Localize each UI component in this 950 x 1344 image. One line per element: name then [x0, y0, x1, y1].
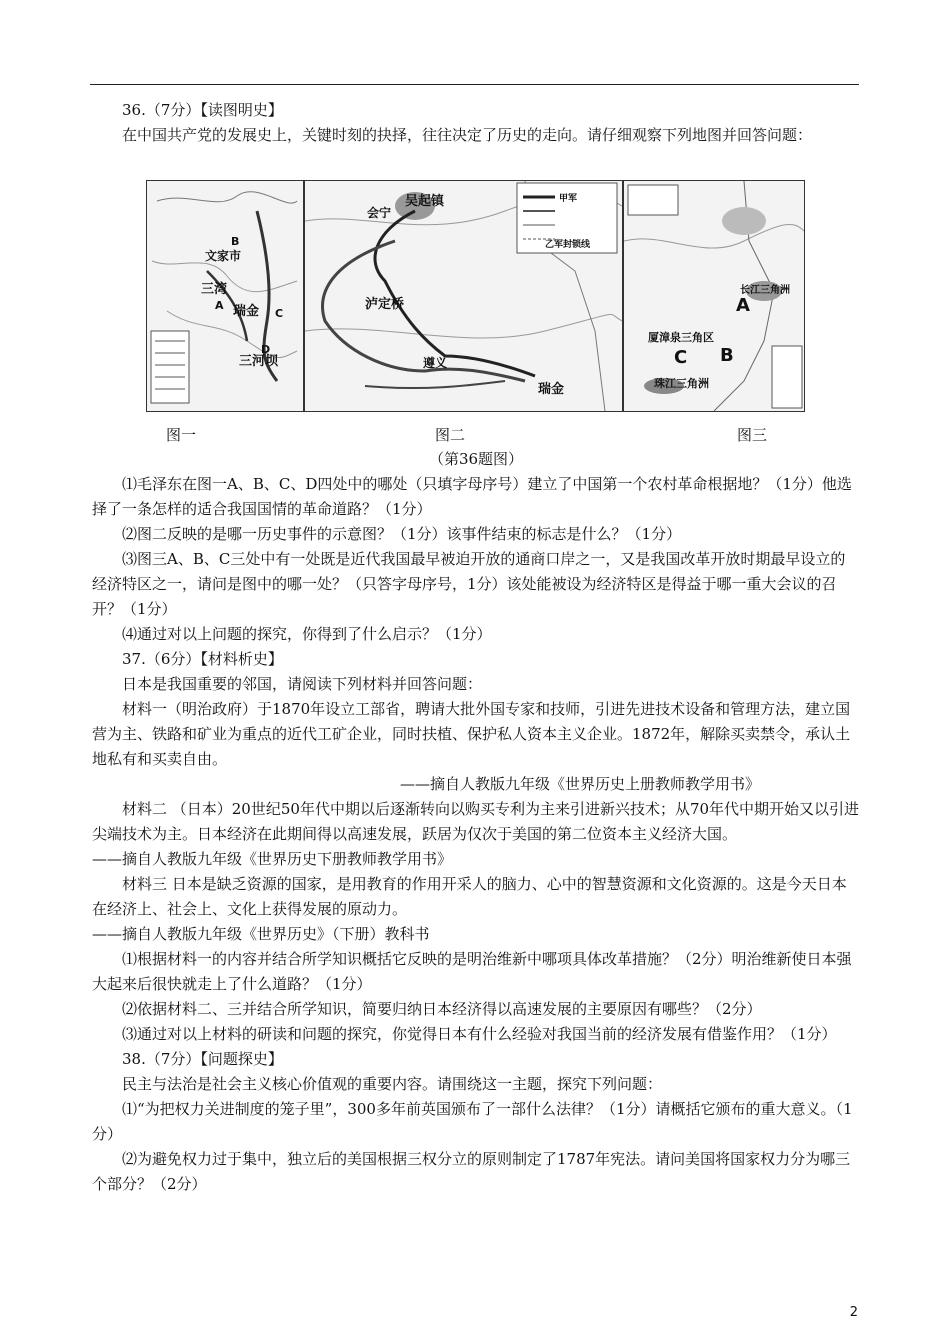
q38-question-2: ⑵为避免权力过于集中，独立后的美国根据三权分立的原则制定了1787年宪法。请问美国将国家权力分为哪三个部分？（2分）	[92, 1150, 851, 1193]
map3-label-b: B	[720, 345, 734, 366]
q37-source-3: ——摘自人教版九年级《世界历史》（下册）教科书	[92, 925, 430, 943]
map1-label-ruijin: 瑞金	[233, 304, 260, 319]
q37-heading: 37.（6分）【材料析史】	[122, 650, 283, 668]
map1-label-b: B	[231, 235, 240, 248]
map-figure-2	[304, 180, 623, 412]
q37-question-2: ⑵依据材料二、三并结合所学知识，简要归纳日本经济得以高速发展的主要原因有哪些？（2分）	[122, 1000, 762, 1018]
q37-material-1: 材料一（明治政府）于1870年设立工部省，聘请大批外国专家和技师，引进先进技术设备和管理方法，建立国营为主、铁路和矿业为重点的近代工矿企业，同时扶植、保护私人资本主义企业。1872年，解除买卖禁令，承认土地私有和买卖自由。	[92, 700, 851, 768]
map3-label-changjiang: 长江三角洲	[740, 285, 790, 296]
map-figure-1	[146, 180, 304, 412]
map3-label-c: C	[674, 347, 688, 368]
main-text-block	[92, 447, 860, 1197]
q37-material-3: 材料三 日本是缺乏资源的国家，是用教育的作用开采人的脑力、心中的智慧资源和文化资源的。这是今天日本在经济上、社会上、文化上获得发展的原动力。	[92, 875, 847, 918]
q37-material-2: 材料二 （日本）20世纪50年代中期以后逐渐转向以购买专利为主来引进新兴技术；从70年代中期开始又以引进尖端技术为主。日本经济在此期间得以高速发展，跃居为仅次于美国的第二位资本主义经济大国。	[92, 800, 860, 843]
figure-title: （第36题图）	[428, 450, 524, 468]
map1-label-a: A	[215, 299, 224, 312]
figure-caption-3: 图三	[737, 426, 768, 444]
map1-label-c: C	[275, 307, 284, 320]
q36-figures	[146, 180, 806, 412]
map1-label-sanheba: 三河坝	[239, 354, 279, 369]
q37-question-1: ⑴根据材料一的内容并结合所学知识概括它反映的是明治维新中哪项具体改革措施？（2分）明治维新使日本强大起来后很快就走上了什么道路？（1分）	[92, 950, 852, 993]
q36-intro: 在中国共产党的发展史上，关键时刻的抉择，往往决定了历史的走向。请仔细观察下列地图并回答问题：	[122, 126, 813, 144]
figure-caption-2: 图二	[435, 426, 466, 444]
page-number: 2	[849, 1305, 858, 1320]
q37-intro: 日本是我国重要的邻国，请阅读下列材料并回答问题：	[122, 675, 483, 693]
q36-header-block	[92, 98, 860, 148]
map1-label-d: D	[261, 343, 271, 356]
map-2-svg	[305, 181, 622, 411]
q37-question-3: ⑶通过对以上材料的研读和问题的探究，你觉得日本有什么经验对我国当前的经济发展有借鉴作用？（1分）	[122, 1025, 837, 1043]
map2-label-huining: 会宁	[367, 206, 392, 220]
q38-heading: 38.（7分）【问题探史】	[122, 1050, 283, 1068]
q37-source-1: ——摘自人教版九年级《世界历史上册教师教学用书》	[399, 775, 760, 793]
map2-label-zunyi: 遵义	[423, 356, 448, 370]
map2-label-wuqizhen: 吴起镇	[405, 194, 445, 209]
figure-caption-1: 图一	[166, 426, 197, 444]
map2-legend-blockade: 乙军封锁线	[545, 240, 591, 250]
q36-question-4: ⑷通过对以上问题的探究，你得到了什么启示？（1分）	[122, 625, 492, 643]
map2-label-ruijin: 瑞金	[538, 382, 565, 397]
header-rule	[90, 84, 859, 85]
map3-label-zhujiang: 珠江三角洲	[654, 377, 709, 390]
q37-source-2: ——摘自人教版九年级《世界历史下册教师教学用书》	[92, 850, 453, 868]
map1-label-sanwan: 三湾	[201, 282, 228, 297]
q36-question-3: ⑶图三A、B、C三处中有一处既是近代我国最早被迫开放的通商口岸之一，又是我国改革开放时期最早设立的经济特区之一，请问是图中的哪一处？（只答字母序号，1分）该处能被设为经济特区是得益于哪一重大会议的召开？（1分）	[92, 550, 846, 618]
map-3-svg	[624, 181, 804, 411]
map3-label-xiazhangquan: 厦漳泉三角区	[648, 331, 714, 344]
q36-question-1: ⑴毛泽东在图一A、B、C、D四处中的哪处（只填字母序号）建立了中国第一个农村革命根据地？（1分）他选择了一条怎样的适合我国国情的革命道路？（1分）	[92, 475, 852, 518]
q38-question-1: ⑴“为把权力关进制度的笼子里”，300多年前英国颁布了一部什么法律？（1分）请概括它颁布的重大意义。（1分）	[92, 1100, 853, 1143]
map-1-svg	[147, 181, 303, 411]
map2-label-ludingqiao: 泸定桥	[365, 297, 405, 312]
q36-question-2: ⑵图二反映的是哪一历史事件的示意图？（1分）该事件结束的标志是什么？（1分）	[122, 525, 682, 543]
map-figure-3	[623, 180, 805, 412]
q36-heading: 36.（7分）【读图明史】	[122, 101, 283, 119]
q38-intro: 民主与法治是社会主义核心价值观的重要内容。请围绕这一主题，探究下列问题：	[122, 1075, 663, 1093]
map3-label-a: A	[736, 295, 750, 316]
map2-legend-jiajun: 甲军	[559, 194, 578, 204]
map1-label-wenjiashi: 文家市	[205, 249, 242, 263]
